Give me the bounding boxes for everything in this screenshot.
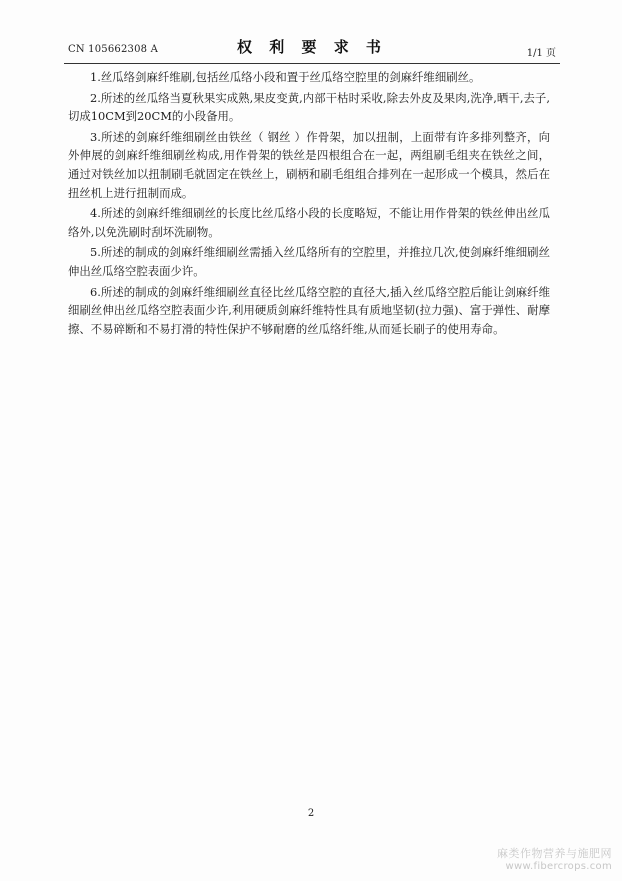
claims-body <box>68 68 550 340</box>
claim-1: 1.丝瓜络剑麻纤维刷,包括丝瓜络小段和置于丝瓜络空腔里的剑麻纤维细刷丝。 <box>90 70 481 84</box>
claim-3: 3.所述的剑麻纤维细刷丝由铁丝（ 钢丝 ）作骨架，加以扭制，上面带有许多排列整齐，向外伸展的剑麻纤维细刷丝构成,用作骨架的铁丝是四根组合在一起，两组刷毛组夹在铁丝之间，通过对铁丝加以扭制刷毛就固定在铁丝上，刷柄和刷毛组组合排列在一起形成一个模具，然后在扭丝机上进行扭制而成。 <box>68 129 550 200</box>
claim-4: 4.所述的剑麻纤维细刷丝的长度比丝瓜络小段的长度略短，不能让用作骨架的铁丝伸出丝瓜络外,以免洗刷时刮坏洗刷物。 <box>68 206 550 239</box>
watermark <box>497 847 612 873</box>
document-number: CN 105662308 A <box>68 44 159 55</box>
claim-5: 5.所述的制成的剑麻纤维细刷丝需插入丝瓜络所有的空腔里，并推拉几次,使剑麻纤维细刷丝伸出丝瓜络空腔表面少许。 <box>68 245 550 278</box>
page-number: 2 <box>307 808 315 819</box>
watermark-url: www.fibercrops.com <box>505 861 612 872</box>
watermark-site-name: 麻类作物营养与施肥网 <box>497 847 612 860</box>
claim-6: 6.所述的制成的剑麻纤维细刷丝直径比丝瓜络空腔的直径大,插入丝瓜络空腔后能让剑麻纤维细刷丝伸出丝瓜络空腔表面少许,利用硬质剑麻纤维特性具有质地坚韧(拉力强)、富于弹性、耐摩擦、不易碎断和不易打滑的特性保护不够耐磨的丝瓜络纤维,从而延长刷子的使用寿命。 <box>68 284 550 336</box>
header-divider <box>64 63 560 64</box>
document-title: 权 利 要 求 书 <box>237 38 387 56</box>
claim-2: 2.所述的丝瓜络当夏秋果实成熟,果皮变黄,内部干枯时采收,除去外皮及果肉,洗净,晒干,去子,切成10CM到20CM的小段备用。 <box>68 90 550 124</box>
page-count: 1/1 页 <box>526 48 556 59</box>
page-header <box>64 36 560 62</box>
